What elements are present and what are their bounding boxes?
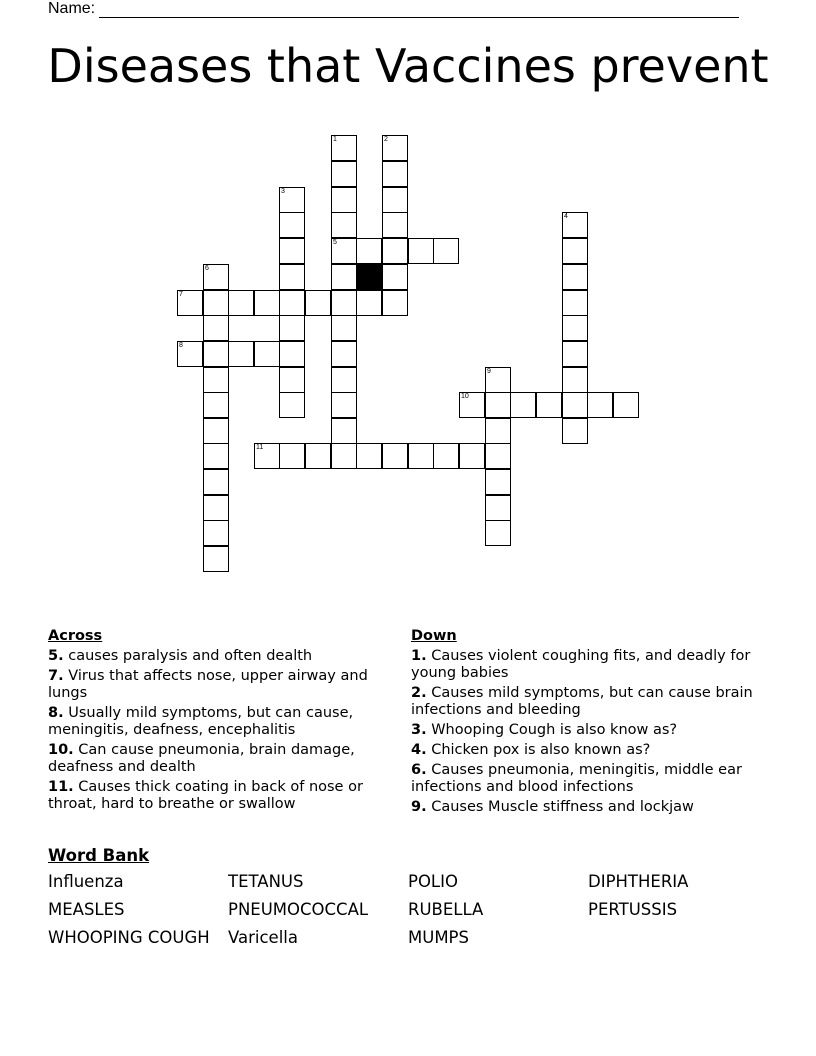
crossword-cell[interactable]	[279, 212, 305, 238]
crossword-cell[interactable]	[331, 315, 357, 341]
across-clues	[48, 628, 388, 816]
crossword-cell[interactable]	[382, 135, 408, 161]
crossword-cell[interactable]	[203, 315, 229, 341]
crossword-cell[interactable]	[305, 290, 331, 316]
clue-item-text: Causes mild symptoms, but can cause brain infections and bleeding	[411, 685, 753, 718]
page-title: Diseases that Vaccines prevent	[47, 39, 769, 93]
crossword-cell[interactable]	[254, 341, 280, 367]
crossword-cell[interactable]	[279, 238, 305, 264]
word-bank-item: POLIO	[408, 872, 458, 891]
clue-item	[411, 742, 771, 759]
clue-item-number: 5.	[48, 648, 64, 664]
crossword-cell[interactable]	[279, 290, 305, 316]
clue-item-text: causes paralysis and often dealth	[63, 648, 313, 664]
crossword-cell[interactable]	[279, 315, 305, 341]
crossword-cell[interactable]	[587, 392, 613, 418]
crossword-black-cell	[356, 264, 382, 290]
crossword-cell[interactable]	[356, 443, 382, 469]
crossword-cell[interactable]	[382, 290, 408, 316]
clue-number: 7	[179, 291, 183, 298]
crossword-cell[interactable]	[356, 290, 382, 316]
crossword-cell[interactable]	[279, 443, 305, 469]
clue-number: 1	[333, 136, 337, 143]
crossword-cell[interactable]	[382, 443, 408, 469]
clue-number: 8	[179, 342, 183, 349]
clue-item	[411, 648, 771, 682]
crossword-cell[interactable]	[356, 238, 382, 264]
crossword-cell[interactable]	[331, 212, 357, 238]
crossword-cell[interactable]	[331, 367, 357, 393]
crossword-cell[interactable]	[254, 290, 280, 316]
crossword-cell[interactable]	[203, 520, 229, 546]
crossword-cell[interactable]	[459, 392, 485, 418]
crossword-cell[interactable]	[562, 238, 588, 264]
clue-item-number: 7.	[48, 668, 64, 684]
crossword-cell[interactable]	[331, 341, 357, 367]
crossword-cell[interactable]	[562, 315, 588, 341]
word-bank-item: PNEUMOCOCCAL	[228, 900, 369, 919]
name-label: Name:	[48, 0, 96, 17]
crossword-cell[interactable]	[177, 341, 203, 367]
crossword-cell[interactable]	[279, 367, 305, 393]
crossword-cell[interactable]	[408, 443, 434, 469]
clue-item-number: 11.	[48, 779, 74, 795]
clue-item	[48, 742, 388, 776]
crossword-cell[interactable]	[562, 418, 588, 444]
word-bank-item: TETANUS	[228, 872, 304, 891]
crossword-cell[interactable]	[510, 392, 536, 418]
crossword-cell[interactable]	[279, 264, 305, 290]
crossword-cell[interactable]	[485, 443, 511, 469]
crossword-cell[interactable]	[382, 212, 408, 238]
down-heading: Down	[411, 628, 457, 644]
crossword-cell[interactable]	[485, 469, 511, 495]
crossword-cell[interactable]	[203, 469, 229, 495]
word-bank-item: RUBELLA	[408, 900, 484, 919]
crossword-cell[interactable]	[562, 290, 588, 316]
crossword-cell[interactable]	[382, 187, 408, 213]
crossword-cell[interactable]	[331, 264, 357, 290]
clue-item-text: Usually mild symptoms, but can cause, meningitis, deafness, encephalitis	[48, 705, 354, 738]
crossword-cell[interactable]	[331, 161, 357, 187]
clue-item-text: Whooping Cough is also know as?	[426, 722, 678, 738]
clue-item	[411, 722, 771, 739]
word-bank-item: Varicella	[228, 928, 298, 947]
crossword-cell[interactable]	[382, 161, 408, 187]
word-bank-item: Influenza	[48, 872, 124, 891]
clue-number: 10	[461, 393, 469, 400]
clue-item	[48, 779, 388, 813]
clue-item-number: 8.	[48, 705, 64, 721]
across-heading: Across	[48, 628, 103, 644]
crossword-cell[interactable]	[433, 443, 459, 469]
crossword-cell[interactable]	[203, 264, 229, 290]
word-bank-item: DIPHTHERIA	[588, 872, 689, 891]
clue-item-number: 4.	[411, 742, 427, 758]
word-bank-item: PERTUSSIS	[588, 900, 678, 919]
crossword-cell[interactable]	[203, 341, 229, 367]
crossword-cell[interactable]	[203, 546, 229, 572]
clue-item-text: Causes violent coughing fits, and deadly for young babies	[411, 648, 751, 681]
crossword-cell[interactable]	[279, 341, 305, 367]
crossword-cell[interactable]	[331, 187, 357, 213]
crossword-cell[interactable]	[613, 392, 639, 418]
crossword-cell[interactable]	[536, 392, 562, 418]
crossword-cell[interactable]	[485, 392, 511, 418]
crossword-cell[interactable]	[203, 367, 229, 393]
crossword-cell[interactable]	[562, 341, 588, 367]
crossword-cell[interactable]	[228, 341, 254, 367]
crossword-cell[interactable]	[562, 392, 588, 418]
crossword-cell[interactable]	[279, 392, 305, 418]
clue-item-number: 2.	[411, 685, 427, 701]
crossword-cell[interactable]	[382, 264, 408, 290]
clue-item-text: Can cause pneumonia, brain damage, deafness and dealth	[48, 742, 355, 775]
crossword-cell[interactable]	[279, 187, 305, 213]
clue-item-text: Causes thick coating in back of nose or throat, hard to breathe or swallow	[48, 779, 363, 812]
clue-item-number: 9.	[411, 799, 427, 815]
crossword-cell[interactable]	[331, 238, 357, 264]
crossword-cell[interactable]	[433, 238, 459, 264]
crossword-cell[interactable]	[562, 367, 588, 393]
clue-item-number: 1.	[411, 648, 427, 664]
word-bank-item: MEASLES	[48, 900, 125, 919]
clue-item	[48, 648, 388, 665]
crossword-cell[interactable]	[459, 443, 485, 469]
crossword-cell[interactable]	[331, 135, 357, 161]
clue-item-text: Chicken pox is also known as?	[426, 742, 651, 758]
clue-item-text: Causes pneumonia, meningitis, middle ear infections and blood infections	[411, 762, 742, 795]
crossword-cell[interactable]	[331, 392, 357, 418]
crossword-cell[interactable]	[254, 443, 280, 469]
crossword-cell[interactable]	[305, 443, 331, 469]
clue-number: 9	[487, 368, 491, 375]
word-bank-heading: Word Bank	[48, 846, 150, 865]
clue-number: 5	[333, 239, 337, 246]
word-bank-item: WHOOPING COUGH	[48, 928, 210, 947]
clue-number: 2	[384, 136, 388, 143]
crossword-cell[interactable]	[562, 264, 588, 290]
word-bank-item: MUMPS	[408, 928, 469, 947]
crossword-cell[interactable]	[408, 238, 434, 264]
crossword-cell[interactable]	[485, 418, 511, 444]
crossword-cell[interactable]	[485, 520, 511, 546]
crossword-cell[interactable]	[485, 495, 511, 521]
clue-number: 3	[281, 188, 285, 195]
crossword-cell[interactable]	[203, 443, 229, 469]
clue-item	[411, 762, 771, 796]
crossword-cell[interactable]	[331, 418, 357, 444]
crossword-cell[interactable]	[331, 443, 357, 469]
clue-item-number: 3.	[411, 722, 427, 738]
clue-number: 11	[256, 444, 264, 451]
clue-item	[411, 799, 771, 816]
crossword-cell[interactable]	[177, 290, 203, 316]
clue-number: 4	[564, 213, 568, 220]
clue-item	[48, 668, 388, 702]
crossword-cell[interactable]	[203, 418, 229, 444]
clue-item	[48, 705, 388, 739]
crossword-cell[interactable]	[203, 290, 229, 316]
crossword-cell[interactable]	[203, 495, 229, 521]
clue-item-number: 6.	[411, 762, 427, 778]
down-clues	[411, 628, 771, 819]
crossword-cell[interactable]	[228, 290, 254, 316]
crossword-cell[interactable]	[562, 212, 588, 238]
crossword-cell[interactable]	[382, 238, 408, 264]
crossword-cell[interactable]	[203, 392, 229, 418]
clue-item-text: Virus that affects nose, upper airway and lungs	[48, 668, 368, 701]
clue-item-text: Causes Muscle stiffness and lockjaw	[426, 799, 694, 815]
clue-item	[411, 685, 771, 719]
clue-item-number: 10.	[48, 742, 74, 758]
clue-number: 6	[205, 265, 209, 272]
crossword-cell[interactable]	[331, 290, 357, 316]
crossword-cell[interactable]	[485, 367, 511, 393]
